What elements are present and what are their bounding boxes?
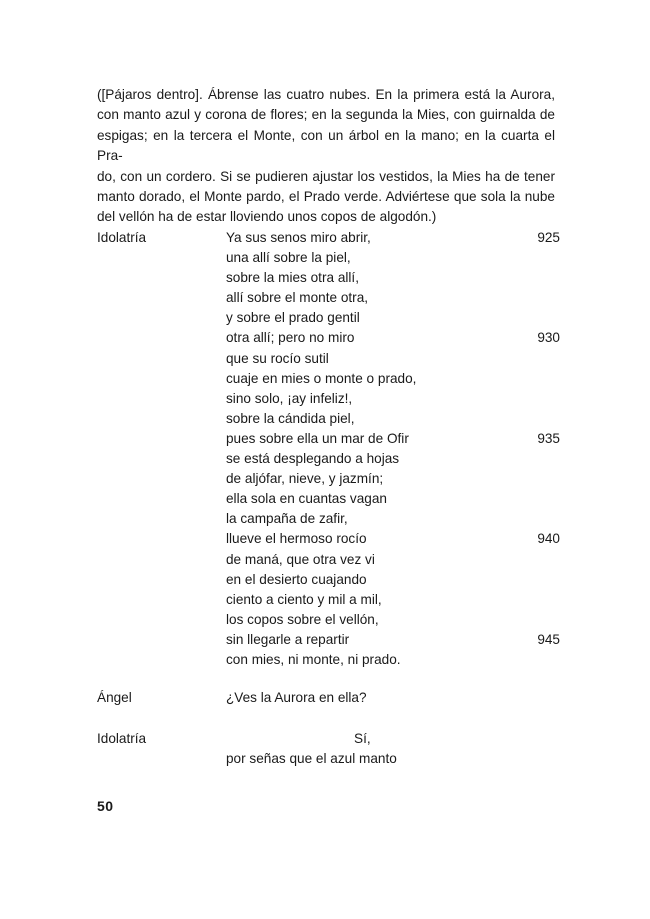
stage-direction-line: ([Pájaros dentro]. Ábrense las cuatro nubes. En la primera está la Aurora, xyxy=(97,87,555,102)
verse-number: 930 xyxy=(537,330,560,346)
stage-direction-line: do, con un cordero. Si se pudieren ajustar los vestidos, la Mies ha de tener xyxy=(97,168,555,184)
verse-line: que su rocío sutil xyxy=(226,350,329,366)
verse-line: por señas que el azul manto xyxy=(226,751,397,767)
verse-line: en el desierto cuajando xyxy=(226,571,367,587)
verse-number: 925 xyxy=(537,230,560,245)
verse-line: cuaje en mies o monte o prado, xyxy=(226,370,417,386)
verse-line: los copos sobre el vellón, xyxy=(226,611,379,627)
stage-direction xyxy=(97,85,555,228)
verse-line: la campaña de zafir, xyxy=(226,511,348,527)
page-number: 50 xyxy=(97,798,114,814)
verse-line: otra allí; pero no miro 930 xyxy=(226,328,561,348)
verse-number: 935 xyxy=(537,430,560,446)
verse-line: con mies, ni monte, ni prado. xyxy=(226,651,401,667)
verse-line: allí sobre el monte otra, xyxy=(226,290,369,306)
verse-line: se está desplegando a hojas xyxy=(226,451,400,467)
verse-line: de aljófar, nieve, y jazmín; xyxy=(226,471,384,487)
verse-line: ella sola en cuantas vagan xyxy=(226,491,387,507)
speaker-name: Idolatría xyxy=(97,731,147,746)
verse-block xyxy=(226,228,561,670)
verse-line: sino solo, ¡ay infeliz!, xyxy=(226,390,353,406)
verse-number: 940 xyxy=(537,531,560,547)
verse-block xyxy=(226,729,561,769)
verse-number: 945 xyxy=(537,631,560,647)
verse-line: llueve el hermoso rocío 940 xyxy=(226,529,561,549)
verse-line: pues sobre ella un mar de Ofir 935 xyxy=(226,429,561,449)
stage-direction-line: del vellón ha de estar lloviendo unos copos de algodón.) xyxy=(97,209,437,225)
speaker-name: Idolatría xyxy=(97,230,147,245)
verse-line: sobre la mies otra allí, xyxy=(226,270,359,286)
verse-line: sin llegarle a repartir 945 xyxy=(226,630,561,650)
verse-line: una allí sobre la piel, xyxy=(226,250,351,266)
stage-direction-line: manto dorado, el Monte pardo, el Prado verde. Adviértese que sola la nube xyxy=(97,189,555,205)
speaker-name: Ángel xyxy=(97,690,132,705)
verse-line: sobre la cándida piel, xyxy=(226,410,355,426)
verse-line: Sí, xyxy=(354,731,371,746)
stage-direction-line: con manto azul y corona de flores; en la segunda la Mies, con guirnalda de xyxy=(97,107,555,123)
verse-line: ciento a ciento y mil a mil, xyxy=(226,591,382,607)
verse-line: ¿Ves la Aurora en ella? xyxy=(226,690,367,705)
verse-line: Ya sus senos miro abrir, 925 xyxy=(226,228,561,248)
stage-direction-line: espigas; en la tercera el Monte, con un árbol en la mano; en la cuarta el Pra- xyxy=(97,127,555,164)
verse-block xyxy=(226,688,561,708)
verse-line: de maná, que otra vez vi xyxy=(226,551,375,567)
verse-line: y sobre el prado gentil xyxy=(226,310,360,326)
